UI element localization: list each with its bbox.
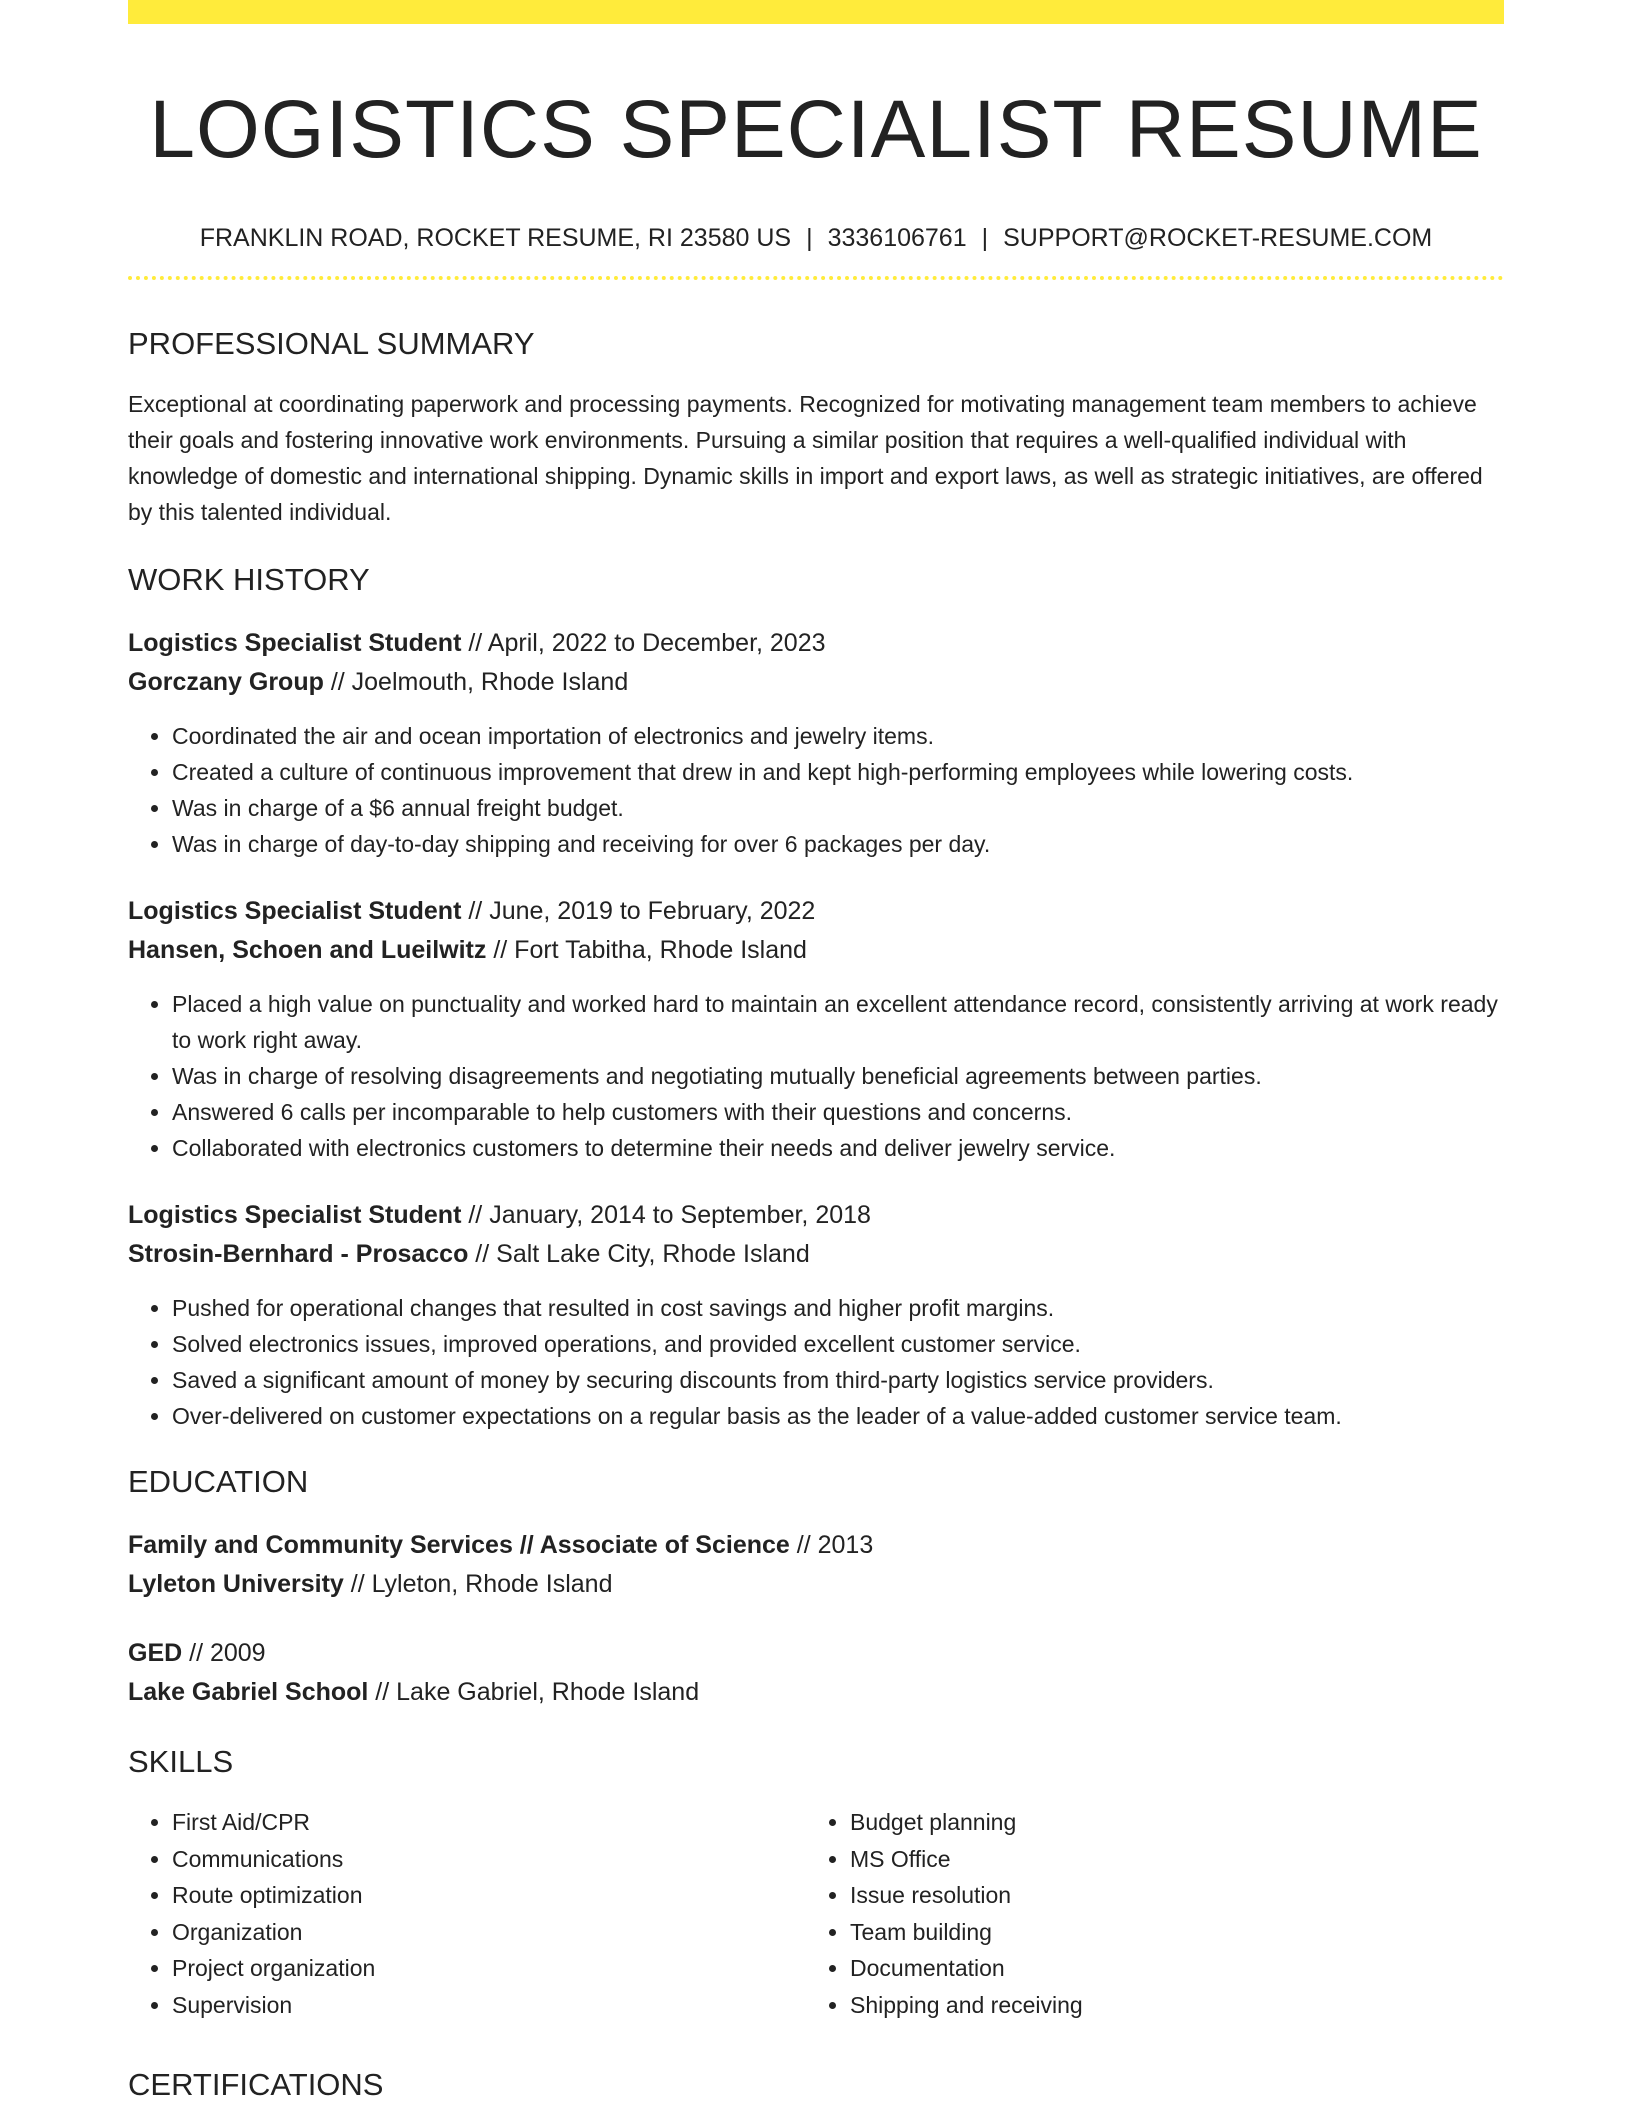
contact-separator: |	[981, 224, 989, 252]
education-school-line	[128, 1565, 1504, 1604]
skill-item: • Organization	[172, 1914, 806, 1951]
contact-address: FRANKLIN ROAD, ROCKET RESUME, RI 23580 US	[199, 224, 792, 252]
education-degree: GED	[128, 1639, 183, 1667]
job-dates: // January, 2014 to September, 2018	[461, 1201, 871, 1229]
job-company-line	[128, 663, 1504, 702]
education-entry	[128, 1634, 1504, 1712]
education-heading: EDUCATION	[128, 1464, 309, 1499]
skill-item: • Team building	[850, 1914, 1484, 1951]
job-bullet: • Pushed for operational changes that resulted in cost savings and higher profit margins.	[172, 1290, 1504, 1326]
job-company: Gorczany Group	[128, 668, 324, 696]
job-bullets	[128, 718, 1504, 862]
job-company: Strosin-Bernhard - Prosacco	[128, 1240, 469, 1268]
job-title: Logistics Specialist Student	[128, 629, 462, 657]
education-entry	[128, 1526, 1504, 1604]
job-bullet: • Solved electronics issues, improved operations, and provided excellent customer service.	[172, 1326, 1504, 1362]
job-company-line	[128, 931, 1504, 970]
job-title-line	[128, 1196, 1504, 1235]
skills-list	[128, 1804, 1504, 2023]
education-school: Lyleton University	[128, 1570, 344, 1598]
contact-separator: |	[806, 224, 813, 252]
job-title-line	[128, 892, 1504, 931]
job-company-line	[128, 1235, 1504, 1274]
job-bullet: • Saved a significant amount of money by securing discounts from third-party logistics service providers.	[172, 1362, 1504, 1398]
skill-item: • MS Office	[850, 1841, 1484, 1878]
job-bullet: • Over-delivered on customer expectations on a regular basis as the leader of a value-added customer service team.	[172, 1398, 1504, 1434]
education-degree-line	[128, 1526, 1504, 1565]
job-bullet: • Was in charge of day-to-day shipping and receiving for over 6 packages per day.	[172, 826, 1504, 862]
skill-item: • Budget planning	[850, 1804, 1484, 1841]
skill-item: • Communications	[172, 1841, 806, 1878]
job-entry	[128, 624, 1504, 862]
skills-column-right	[806, 1804, 1484, 2023]
education-degree: Family and Community Services // Associate of Science	[128, 1531, 790, 1559]
job-title-line	[128, 624, 1504, 663]
resume-title: LOGISTICS SPECIALIST RESUME	[149, 84, 1483, 175]
education-school-line	[128, 1673, 1504, 1712]
job-bullet: • Answered 6 calls per incomparable to help customers with their questions and concerns.	[172, 1094, 1504, 1130]
skill-item: • Route optimization	[172, 1877, 806, 1914]
job-company: Hansen, Schoen and Lueilwitz	[128, 936, 487, 964]
job-bullet: • Collaborated with electronics customers to determine their needs and deliver jewelry service.	[172, 1130, 1504, 1166]
resume-content	[128, 0, 1504, 2105]
summary-text: Exceptional at coordinating paperwork and processing payments. Recognized for motivating management team members to achieve their goals and fostering innovative work environments. Pursuing a similar position that requires a well-qualified individual with knowledge of domestic and international shipping. Dynamic skills in import and export laws, as well as strategic initiatives, are offered by this talented individual.	[128, 391, 1483, 525]
education-location: // Lake Gabriel, Rhode Island	[368, 1678, 700, 1706]
job-location: // Salt Lake City, Rhode Island	[468, 1240, 810, 1268]
job-entry	[128, 892, 1504, 1166]
job-bullet: • Created a culture of continuous improvement that drew in and kept high-performing employees while lowering costs.	[172, 754, 1504, 790]
dotted-divider	[128, 276, 1504, 280]
skill-item: • Documentation	[850, 1950, 1484, 1987]
job-bullet: • Coordinated the air and ocean importation of electronics and jewelry items.	[172, 718, 1504, 754]
job-location: // Joelmouth, Rhode Island	[323, 668, 629, 696]
job-title: Logistics Specialist Student	[128, 897, 462, 925]
summary-heading: PROFESSIONAL SUMMARY	[128, 326, 535, 361]
certifications-heading: CERTIFICATIONS	[128, 2067, 384, 2102]
job-dates: // April, 2022 to December, 2023	[461, 629, 826, 657]
education-year: // 2013	[789, 1531, 874, 1559]
skill-item: • Supervision	[172, 1987, 806, 2024]
skill-item: • Project organization	[172, 1950, 806, 1987]
education-school: Lake Gabriel School	[128, 1678, 369, 1706]
job-bullets	[128, 986, 1504, 1166]
job-title: Logistics Specialist Student	[128, 1201, 462, 1229]
skill-item: • Issue resolution	[850, 1877, 1484, 1914]
skill-item: • First Aid/CPR	[172, 1804, 806, 1841]
job-bullet: • Was in charge of resolving disagreements and negotiating mutually beneficial agreements between parties.	[172, 1058, 1504, 1094]
skills-column-left	[128, 1804, 806, 2023]
education-year: // 2009	[182, 1639, 266, 1667]
education-degree-line	[128, 1634, 1504, 1673]
skills-heading: SKILLS	[128, 1744, 234, 1779]
job-entry	[128, 1196, 1504, 1434]
job-bullet: • Was in charge of a $6 annual freight budget.	[172, 790, 1504, 826]
contact-line	[128, 222, 1504, 254]
contact-email: SUPPORT@ROCKET-RESUME.COM	[1003, 224, 1433, 252]
job-dates: // June, 2019 to February, 2022	[461, 897, 816, 925]
contact-phone: 3336106761	[827, 224, 967, 252]
job-bullet: • Placed a high value on punctuality and worked hard to maintain an excellent attendance record, consistently arriving at work ready to work right away.	[172, 986, 1504, 1058]
job-bullets	[128, 1290, 1504, 1434]
skill-item: • Shipping and receiving	[850, 1987, 1484, 2024]
education-location: // Lyleton, Rhode Island	[343, 1570, 613, 1598]
job-location: // Fort Tabitha, Rhode Island	[486, 936, 807, 964]
work-history-heading: WORK HISTORY	[128, 562, 370, 597]
